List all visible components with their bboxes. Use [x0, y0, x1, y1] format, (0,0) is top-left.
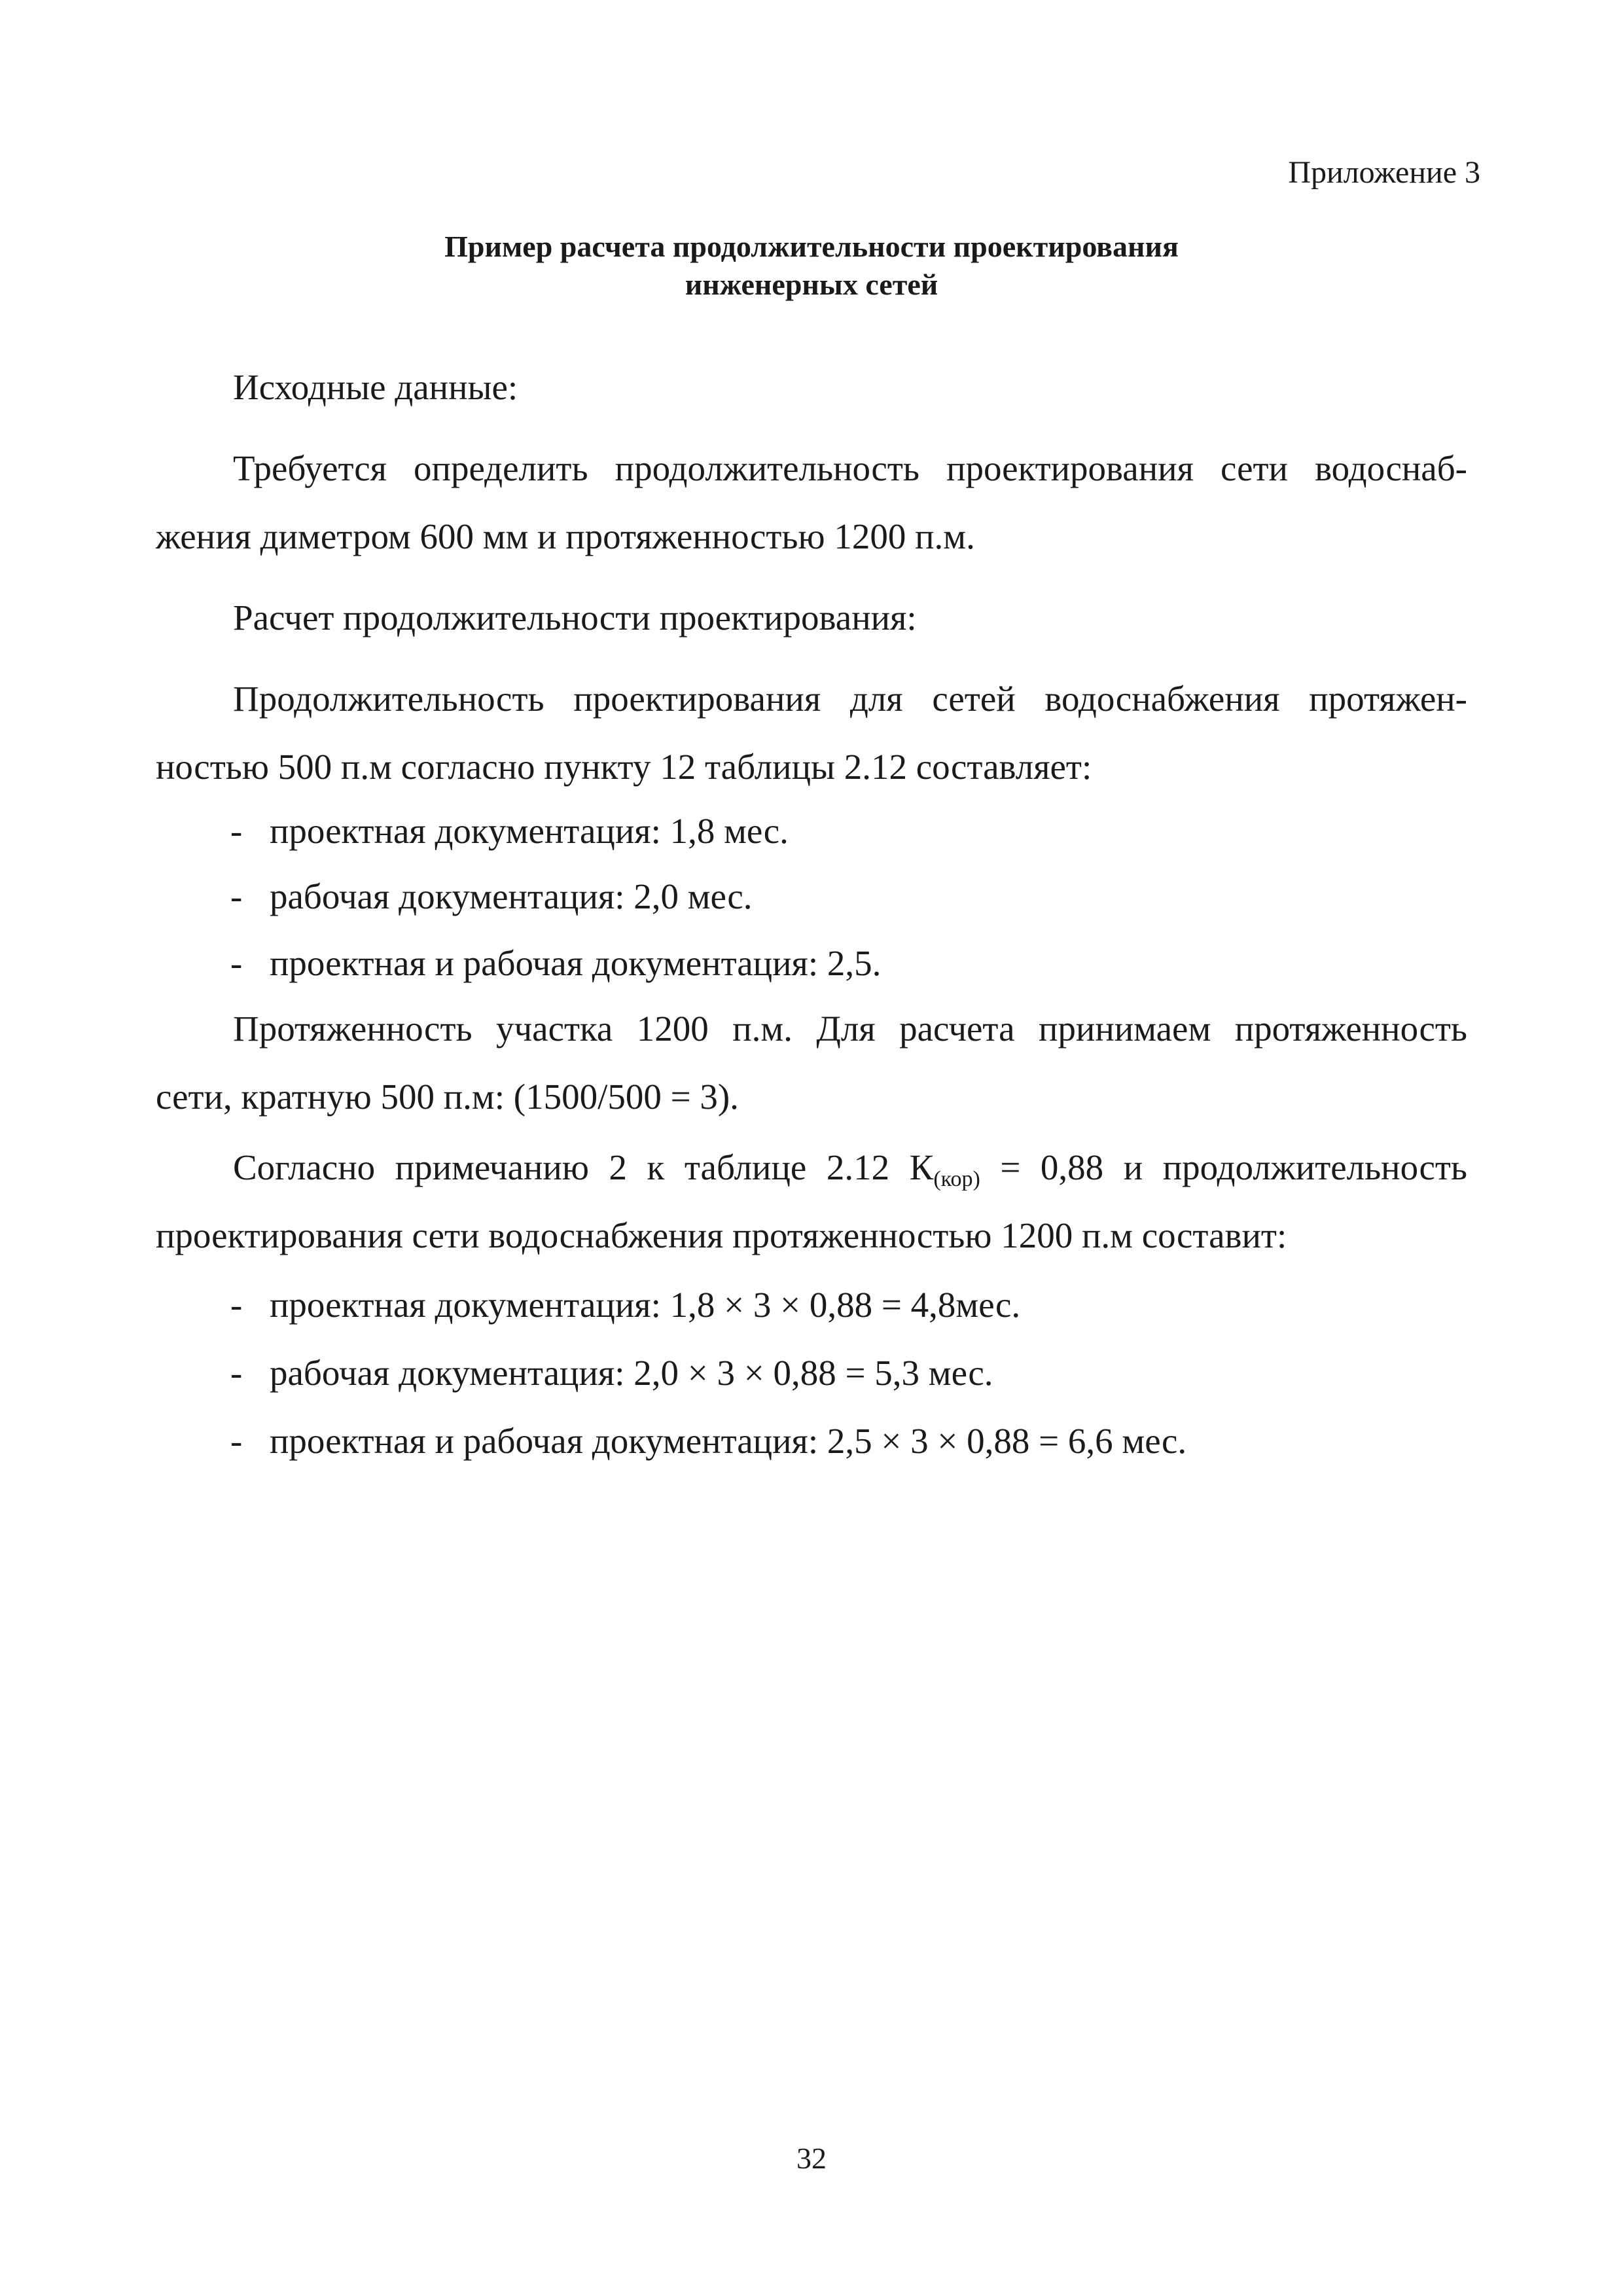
- calc-heading-text: Расчет продолжительности проектирования:: [233, 598, 917, 637]
- length-line-2: сети, кратную 500 п.м: (1500/500 = 3).: [156, 1077, 739, 1117]
- base-paragraph: [156, 665, 1467, 801]
- list-item-text: рабочая документация: 2,0 мес.: [270, 876, 753, 916]
- list-item: [230, 863, 753, 931]
- bullet-dash: -: [230, 943, 243, 983]
- list-item-text: проектная и рабочая документация: 2,5.: [270, 943, 882, 983]
- list-item-text: проектная документация: 1,8 мес.: [270, 811, 789, 851]
- bullet-dash: -: [230, 876, 243, 916]
- coefficient-subscript: (кор): [933, 1167, 980, 1191]
- requirement-line-2: жения диметром 600 мм и протяженностью 1200 п.м.: [156, 516, 975, 556]
- bullet-dash: -: [230, 1285, 243, 1325]
- requirement-line-1: Требуется определить продолжительность проектирования сети водоснаб-: [233, 448, 1467, 488]
- list-item: [230, 797, 789, 865]
- note-line-2: проектирования сети водоснабжения протяженностью 1200 п.м составит:: [156, 1215, 1287, 1255]
- list-item-text: проектная документация: 1,8 × 3 × 0,88 = 4,8мес.: [270, 1285, 1021, 1325]
- bullet-dash: -: [230, 1421, 243, 1461]
- list-item-text: рабочая документация: 2,0 × 3 × 0,88 = 5,3 мес.: [270, 1353, 993, 1393]
- note-line-1: [156, 1134, 1467, 1202]
- page-number: 32: [796, 2142, 827, 2175]
- list-item-text: проектная и рабочая документация: 2,5 × 3 × 0,88 = 6,6 мес.: [270, 1421, 1187, 1461]
- source-data-heading: [156, 353, 1467, 422]
- page-title: [0, 228, 1623, 304]
- base-line-2: ностью 500 п.м согласно пункту 12 таблицы 2.12 составляет:: [156, 747, 1092, 787]
- title-line-1: Пример расчета продолжительности проектирования: [444, 230, 1179, 263]
- note-line-1-end: = 0,88 и продолжительность: [980, 1147, 1467, 1187]
- bullet-dash: -: [230, 811, 243, 851]
- note-line-1-start: Согласно примечанию 2 к таблице 2.12 К: [233, 1147, 934, 1187]
- list-item: [230, 1407, 1186, 1475]
- appendix-label: Приложение 3: [1288, 155, 1480, 190]
- length-paragraph: [156, 995, 1467, 1131]
- title-line-2: инженерных сетей: [685, 268, 938, 301]
- list-item: [230, 929, 881, 997]
- list-item: [230, 1339, 993, 1407]
- calc-heading: [156, 584, 1467, 652]
- base-line-1: Продолжительность проектирования для сетей водоснабжения протяжен-: [233, 679, 1467, 719]
- list-item: [230, 1271, 1020, 1339]
- note-paragraph: [156, 1134, 1467, 1270]
- length-line-1: Протяженность участка 1200 п.м. Для расчета принимаем протяженность: [233, 1009, 1467, 1049]
- requirement-paragraph: [156, 435, 1467, 571]
- source-data-heading-text: Исходные данные:: [233, 367, 518, 407]
- bullet-dash: -: [230, 1353, 243, 1393]
